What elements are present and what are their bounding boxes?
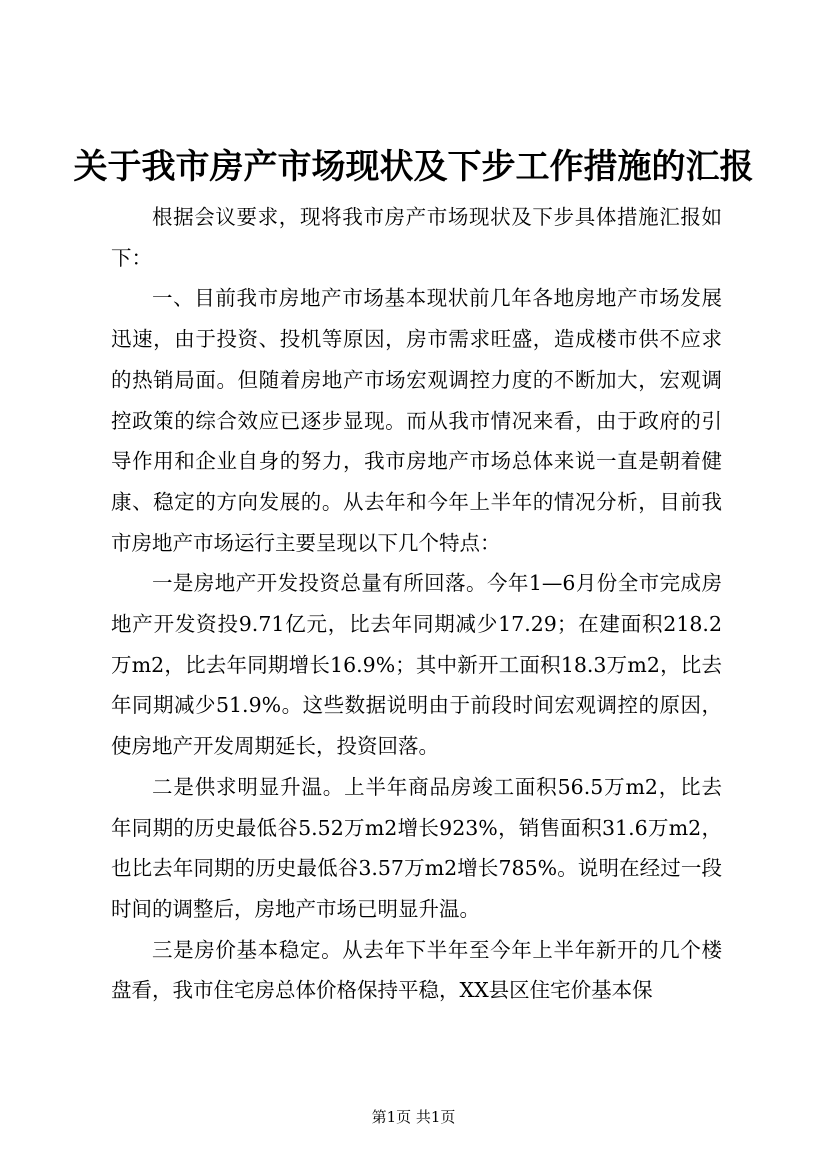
page-footer bbox=[0, 1106, 827, 1128]
paragraph-section-one: 一、目前我市房地产市场基本现状前几年各地房地产市场发展迅速，由于投资、投机等原因，房市需求旺盛，造成楼市供不应求的热销局面。但随着房地产市场宏观调控力度的不断加大，宏观调控政策的综合效应已逐步显现。而从我市情况来看，由于政府的引导作用和企业自身的努力，我市房地产市场总体来说一直是朝着健康、稳定的方向发展的。从去年和今年上半年的情况分析，目前我市房地产市场运行主要呈现以下几个特点： bbox=[111, 286, 722, 555]
paragraph-intro: 根据会议要求，现将我市房产市场现状及下步具体措施汇报如下： bbox=[111, 205, 722, 270]
paragraph-point-two: 二是供求明显升温。上半年商品房竣工面积56.5万m2，比去年同期的历史最低谷5.52万m2增长923%，销售面积31.6万m2，也比去年同期的历史最低谷3.57万m2增长785%。说明在经过一段时间的调整后，房地产市场已明显升温。 bbox=[111, 774, 722, 921]
paragraph-point-one: 一是房地产开发投资总量有所回落。今年1—6月份全市完成房地产开发资投9.71亿元，比去年同期减少17.29；在建面积218.2万m2，比去年同期增长16.9%；其中新开工面积18.3万m2，比去年同期减少51.9%。这些数据说明由于前段时间宏观调控的原因，使房地产开发周期延长，投资回落。 bbox=[111, 571, 722, 759]
document-body bbox=[111, 197, 722, 1011]
paragraph-point-three: 三是房价基本稳定。从去年下半年至今年上半年新开的几个楼盘看，我市住宅房总体价格保持平稳，XX县区住宅价基本保 bbox=[111, 937, 722, 1003]
page-number-label: 第1页 共1页 bbox=[371, 1108, 456, 1126]
document-title: 关于我市房产市场现状及下步工作措施的汇报 bbox=[73, 147, 754, 187]
